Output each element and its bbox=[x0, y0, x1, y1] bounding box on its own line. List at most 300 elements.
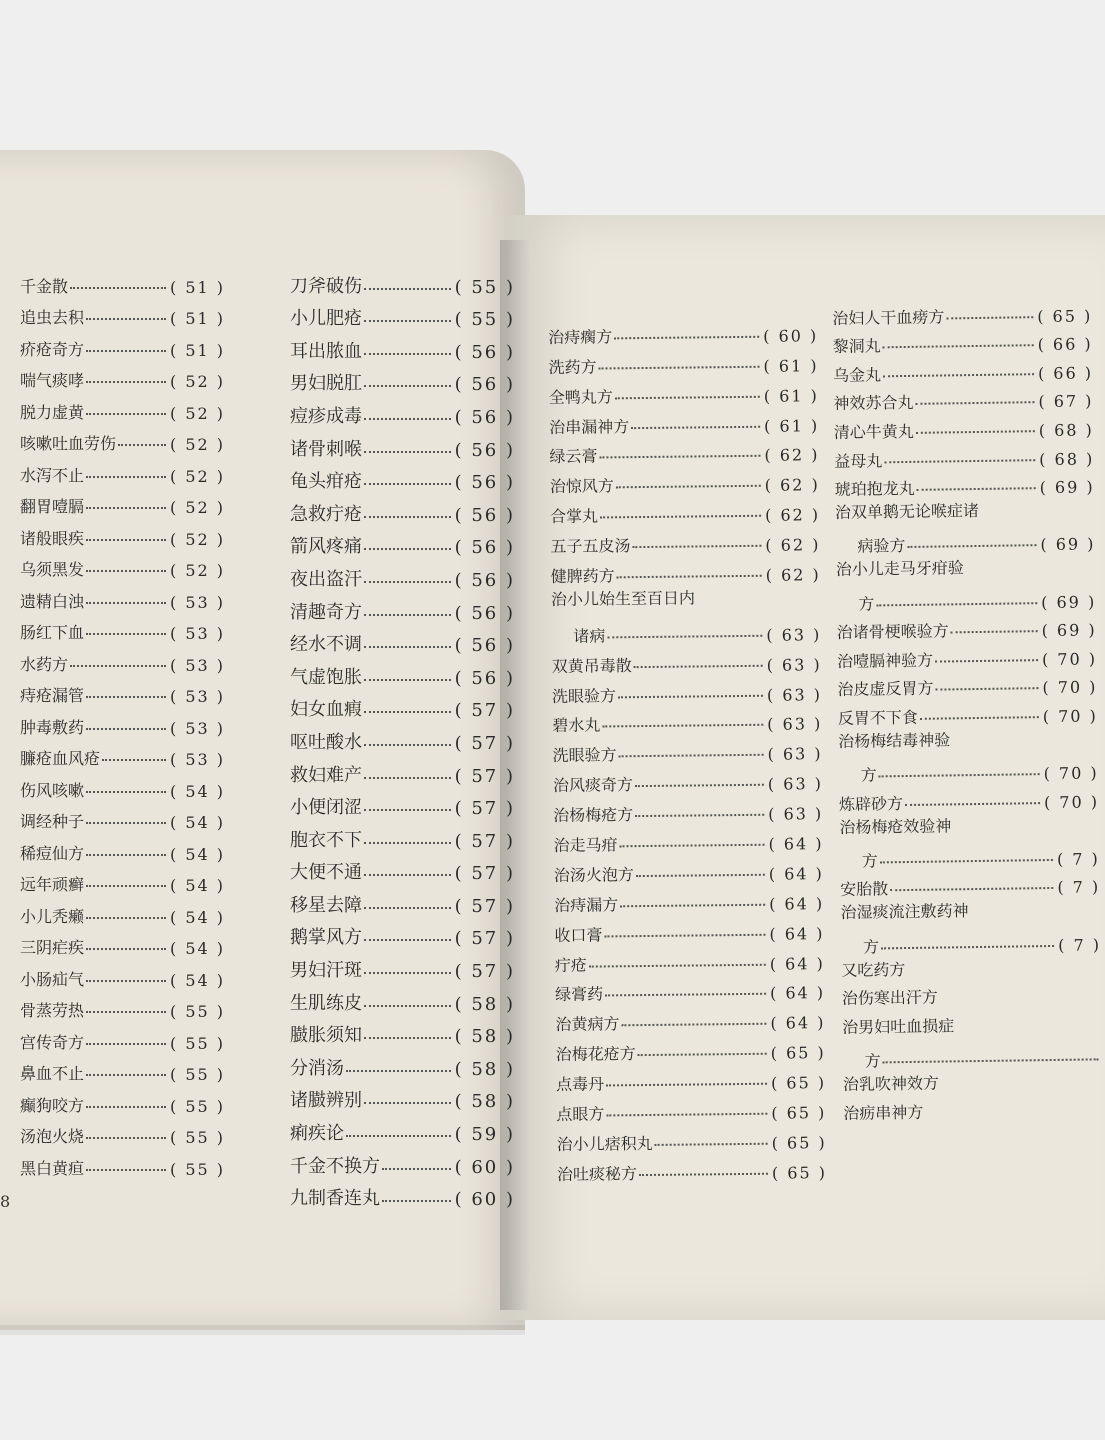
toc-entry bbox=[20, 769, 225, 801]
entry-page: ( 64 ) bbox=[769, 924, 824, 944]
dot-leader bbox=[86, 507, 166, 509]
entry-page: ( 7 ) bbox=[1058, 935, 1101, 955]
dot-leader bbox=[364, 548, 451, 550]
entry-page: ( 61 ) bbox=[764, 386, 819, 406]
toc-entry bbox=[550, 495, 820, 528]
entry-title: 方 bbox=[862, 937, 880, 957]
toc-entry bbox=[555, 943, 825, 976]
entry-title: 诸骨刺喉 bbox=[290, 438, 362, 460]
page-shadow bbox=[0, 1325, 525, 1335]
entry-title: 治杨梅疮效验神 bbox=[839, 816, 952, 837]
toc-entry bbox=[832, 296, 1092, 328]
entry-page: ( 68 ) bbox=[1039, 420, 1094, 440]
toc-entry bbox=[20, 1116, 225, 1148]
dot-leader bbox=[915, 402, 1034, 406]
dot-leader bbox=[86, 1043, 166, 1045]
toc-entry bbox=[20, 517, 225, 549]
entry-page: ( 58 ) bbox=[455, 1026, 515, 1047]
entry-title: 全鸭丸方 bbox=[548, 386, 613, 407]
dot-leader bbox=[881, 945, 1054, 949]
entry-page: ( 58 ) bbox=[455, 1059, 515, 1080]
entry-page: ( 60 ) bbox=[455, 1189, 515, 1210]
entry-page: ( 56 ) bbox=[455, 342, 515, 363]
entry-title: 双黄吊毒散 bbox=[551, 655, 632, 676]
entry-page: ( 70 ) bbox=[1043, 706, 1098, 726]
toc-entry bbox=[550, 465, 820, 498]
entry-page: ( 57 ) bbox=[455, 831, 515, 852]
entry-page: ( 62 ) bbox=[765, 505, 820, 525]
toc-entry bbox=[20, 328, 225, 360]
entry-page: ( 64 ) bbox=[769, 864, 824, 884]
entry-page: ( 64 ) bbox=[768, 834, 823, 854]
toc-entry bbox=[553, 823, 823, 856]
dot-leader bbox=[884, 459, 1035, 463]
dot-leader bbox=[634, 664, 763, 667]
entry-page: ( 57 ) bbox=[455, 896, 515, 917]
entry-page: ( 63 ) bbox=[768, 774, 823, 794]
entry-title: 治走马疳 bbox=[553, 835, 618, 856]
toc-entry bbox=[20, 864, 225, 896]
toc-entry bbox=[20, 549, 225, 581]
dot-leader bbox=[86, 1011, 166, 1013]
entry-page: ( 70 ) bbox=[1044, 792, 1099, 812]
toc-entry bbox=[290, 1015, 515, 1048]
dot-leader bbox=[86, 1169, 166, 1171]
entry-page: ( 56 ) bbox=[455, 374, 515, 395]
entry-title: 治伤寒出汗方 bbox=[841, 987, 938, 1009]
entry-title: 调经种子 bbox=[20, 812, 85, 831]
entry-page: ( 55 ) bbox=[455, 309, 515, 330]
toc-entry bbox=[554, 883, 824, 916]
toc-entry bbox=[839, 811, 1099, 843]
entry-page: ( 57 ) bbox=[455, 928, 515, 949]
entry-page: ( 53 ) bbox=[170, 656, 225, 675]
entry-title: 箭风疼痛 bbox=[290, 536, 362, 558]
dot-leader bbox=[606, 1113, 767, 1117]
dot-leader bbox=[70, 665, 166, 667]
entry-title: 益母丸 bbox=[834, 450, 883, 471]
entry-title: 治痔瘸方 bbox=[548, 327, 613, 347]
toc-entry bbox=[290, 721, 515, 754]
toc-entry bbox=[20, 927, 225, 959]
entry-page: ( 57 ) bbox=[455, 863, 515, 884]
toc-entry bbox=[290, 819, 515, 852]
toc-entry bbox=[290, 591, 515, 624]
entry-title: 小便闭涩 bbox=[290, 797, 362, 819]
toc-entry bbox=[833, 382, 1093, 414]
entry-title: 稀痘仙方 bbox=[20, 843, 85, 863]
entry-page: ( 52 ) bbox=[170, 561, 225, 580]
entry-title: 治噎膈神验方 bbox=[836, 650, 934, 671]
dot-leader bbox=[364, 353, 451, 355]
toc-entry bbox=[290, 526, 515, 559]
entry-title: 治杨梅结毒神验 bbox=[838, 730, 951, 751]
toc-column-4 bbox=[832, 296, 1104, 1129]
dot-leader bbox=[364, 679, 451, 681]
entry-page: ( 57 ) bbox=[455, 733, 515, 754]
toc-entry bbox=[290, 330, 515, 363]
dot-leader bbox=[86, 318, 166, 320]
toc-entry bbox=[20, 360, 225, 392]
entry-title: 宫传奇方 bbox=[20, 1032, 85, 1052]
entry-page: ( 57 ) bbox=[455, 798, 515, 819]
entry-page: ( 52 ) bbox=[170, 498, 225, 517]
entry-title: 又吃药方 bbox=[841, 959, 906, 980]
entry-title: 鼻血不止 bbox=[20, 1064, 85, 1083]
entry-title: 男妇脱肛 bbox=[290, 373, 362, 395]
entry-page: ( 70 ) bbox=[1042, 678, 1097, 698]
toc-entry bbox=[20, 832, 225, 864]
dot-leader bbox=[618, 694, 763, 698]
dot-leader bbox=[364, 483, 451, 485]
entry-title: 琥珀抱龙丸 bbox=[834, 479, 915, 500]
entry-page: ( 55 ) bbox=[170, 1128, 225, 1147]
toc-entry bbox=[552, 674, 822, 707]
dot-leader bbox=[86, 633, 166, 635]
entry-page: ( 56 ) bbox=[455, 570, 515, 591]
entry-title: 疥疮奇方 bbox=[20, 339, 85, 359]
toc-entry bbox=[20, 675, 225, 707]
entry-title: 分消汤 bbox=[290, 1057, 344, 1079]
entry-title: 龟头疳疮 bbox=[290, 471, 362, 493]
toc-entry bbox=[290, 461, 515, 494]
dot-leader bbox=[605, 993, 766, 997]
entry-page: ( 66 ) bbox=[1038, 363, 1093, 383]
dot-leader bbox=[364, 744, 451, 746]
entry-page: ( 69 ) bbox=[1040, 535, 1095, 555]
dot-leader bbox=[364, 711, 451, 713]
entry-title: 点毒丹 bbox=[555, 1074, 605, 1095]
toc-entry bbox=[838, 697, 1098, 729]
toc-entry bbox=[290, 754, 515, 787]
toc-entry bbox=[20, 895, 225, 927]
dot-leader bbox=[631, 425, 760, 428]
entry-page: ( 53 ) bbox=[170, 719, 225, 738]
entry-page: ( 63 ) bbox=[768, 804, 823, 824]
dot-leader bbox=[946, 316, 1033, 319]
entry-title: 治皮虚反胃方 bbox=[837, 678, 934, 700]
entry-title: 臁疮血风疮 bbox=[20, 749, 101, 768]
entry-title: 治惊风方 bbox=[549, 476, 614, 497]
entry-page: ( 63 ) bbox=[766, 625, 821, 645]
entry-title: 治小儿走马牙疳验 bbox=[835, 558, 964, 580]
entry-title: 治双单鹅无论喉症诸 bbox=[834, 501, 980, 523]
toc-entry bbox=[550, 524, 820, 557]
entry-page: ( 61 ) bbox=[763, 356, 818, 376]
entry-title: 黎洞丸 bbox=[832, 336, 881, 357]
entry-title: 乌金丸 bbox=[832, 365, 882, 385]
dot-leader bbox=[615, 395, 760, 399]
toc-entry bbox=[553, 764, 823, 797]
toc-entry bbox=[290, 428, 515, 461]
entry-page: ( 62 ) bbox=[764, 446, 819, 466]
entry-page: ( 51 ) bbox=[170, 341, 225, 360]
entry-title: 方 bbox=[860, 765, 877, 785]
entry-title: 病验方 bbox=[857, 536, 906, 557]
entry-page: ( 68 ) bbox=[1039, 449, 1094, 469]
entry-title: 方 bbox=[864, 1051, 881, 1071]
dot-leader bbox=[364, 614, 451, 616]
entry-page: ( 57 ) bbox=[455, 766, 515, 787]
entry-page: ( 55 ) bbox=[170, 1065, 225, 1084]
dot-leader bbox=[86, 1137, 166, 1139]
entry-title: 咳嗽吐血劳伤 bbox=[20, 434, 117, 453]
entry-page: ( 52 ) bbox=[170, 530, 225, 549]
entry-page: ( 53 ) bbox=[170, 750, 225, 769]
entry-title: 反胃不下食 bbox=[837, 707, 918, 728]
toc-entry bbox=[290, 298, 515, 331]
dot-leader bbox=[86, 696, 166, 698]
dot-leader bbox=[636, 874, 765, 877]
toc-entry bbox=[290, 852, 515, 885]
dot-leader bbox=[876, 602, 1037, 606]
toc-entry bbox=[20, 297, 225, 329]
dot-leader bbox=[86, 413, 166, 415]
toc-entry bbox=[554, 853, 824, 886]
entry-page: ( 63 ) bbox=[767, 655, 822, 675]
dot-leader bbox=[364, 646, 451, 648]
dot-leader bbox=[951, 630, 1038, 633]
toc-entry bbox=[551, 584, 821, 617]
entry-page: ( 65 ) bbox=[772, 1163, 827, 1183]
entry-title: 治男妇吐血损症 bbox=[842, 1016, 955, 1037]
dot-leader bbox=[364, 385, 451, 387]
toc-entry bbox=[20, 580, 225, 612]
toc-entry bbox=[290, 493, 515, 526]
entry-page: ( 53 ) bbox=[170, 593, 225, 612]
dot-leader bbox=[364, 1037, 451, 1039]
dot-leader bbox=[935, 659, 1038, 662]
entry-title: 痘疹成毒 bbox=[290, 405, 362, 427]
dot-leader bbox=[86, 728, 166, 730]
entry-title: 癫狗咬方 bbox=[20, 1095, 85, 1115]
toc-entry bbox=[833, 354, 1093, 386]
entry-title: 胞衣不下 bbox=[290, 829, 362, 851]
toc-entry bbox=[290, 689, 515, 722]
entry-page: ( 55 ) bbox=[170, 1034, 225, 1053]
dot-leader bbox=[890, 887, 1053, 891]
dot-leader bbox=[604, 933, 765, 937]
entry-title: 鹅掌风方 bbox=[290, 927, 362, 949]
entry-page: ( 52 ) bbox=[170, 435, 225, 454]
entry-title: 诸病 bbox=[573, 626, 606, 646]
entry-page: ( 62 ) bbox=[765, 535, 820, 555]
entry-title: 气虚饱胀 bbox=[290, 666, 362, 688]
toc-entry bbox=[839, 782, 1099, 814]
entry-title: 肿毒敷药 bbox=[20, 717, 85, 737]
entry-title: 合掌丸 bbox=[549, 506, 599, 527]
entry-page: ( 64 ) bbox=[770, 984, 825, 1004]
toc-entry bbox=[20, 738, 225, 770]
toc-entry bbox=[551, 554, 821, 587]
dot-leader bbox=[632, 545, 761, 548]
dot-leader bbox=[905, 802, 1040, 806]
dot-leader bbox=[86, 570, 166, 572]
toc-entry bbox=[290, 1178, 515, 1211]
toc-entry bbox=[20, 265, 225, 297]
entry-page: ( 53 ) bbox=[170, 687, 225, 706]
toc-entry bbox=[837, 639, 1097, 671]
toc-entry bbox=[20, 706, 225, 738]
entry-title: 清心牛黄丸 bbox=[833, 421, 914, 442]
dot-leader bbox=[86, 539, 166, 541]
entry-page: ( 63 ) bbox=[767, 715, 822, 735]
entry-title: 汤泡火烧 bbox=[20, 1127, 85, 1146]
dot-leader bbox=[599, 455, 760, 459]
entry-title: 喘气痰哮 bbox=[20, 371, 85, 390]
toc-entry bbox=[556, 1062, 826, 1095]
entry-page: ( 61 ) bbox=[764, 416, 819, 436]
dot-leader bbox=[86, 791, 166, 793]
toc-entry bbox=[834, 468, 1094, 500]
entry-title: 移星去障 bbox=[290, 894, 362, 916]
toc-entry bbox=[290, 395, 515, 428]
dot-leader bbox=[364, 418, 451, 420]
entry-page: ( 69 ) bbox=[1039, 478, 1094, 498]
toc-entry bbox=[842, 1040, 1102, 1072]
toc-entry bbox=[290, 949, 515, 982]
toc-entry bbox=[20, 1084, 225, 1116]
entry-page: ( 70 ) bbox=[1042, 649, 1097, 669]
entry-title: 治串漏神方 bbox=[549, 416, 630, 437]
entry-title: 大便不通 bbox=[290, 862, 362, 884]
entry-title: 治杨梅疮方 bbox=[553, 805, 634, 826]
toc-entry bbox=[832, 325, 1092, 357]
toc-entry bbox=[842, 983, 1102, 1015]
toc-entry bbox=[20, 801, 225, 833]
toc-entry bbox=[290, 1145, 515, 1178]
entry-title: 碧水丸 bbox=[552, 715, 601, 736]
dot-leader bbox=[617, 575, 762, 579]
entry-title: 五子五皮汤 bbox=[550, 536, 631, 557]
entry-title: 治痔漏方 bbox=[554, 895, 619, 915]
toc-entry bbox=[838, 754, 1098, 786]
entry-title: 治风痰奇方 bbox=[552, 775, 634, 796]
toc-entry bbox=[840, 840, 1100, 872]
toc-entry bbox=[290, 1080, 515, 1113]
entry-title: 骨蒸劳热 bbox=[20, 1001, 85, 1020]
dot-leader bbox=[86, 381, 166, 383]
entry-title: 洗眼验方 bbox=[551, 685, 617, 706]
entry-page: ( 62 ) bbox=[766, 565, 821, 585]
dot-leader bbox=[621, 1023, 766, 1027]
entry-title: 妇女血瘕 bbox=[290, 699, 362, 721]
entry-title: 乌须黑发 bbox=[20, 560, 85, 579]
entry-page: ( 54 ) bbox=[170, 813, 225, 832]
toc-entry bbox=[20, 643, 225, 675]
entry-page: ( 56 ) bbox=[455, 472, 515, 493]
toc-entry bbox=[290, 265, 515, 298]
dot-leader bbox=[635, 784, 764, 787]
dot-leader bbox=[879, 773, 1040, 777]
entry-page: ( 54 ) bbox=[170, 876, 225, 895]
entry-title: 黑白黄疸 bbox=[20, 1158, 85, 1178]
toc-entry bbox=[20, 958, 225, 990]
entry-title: 治黄病方 bbox=[555, 1014, 620, 1035]
toc-entry bbox=[554, 913, 824, 946]
entry-title: 治小儿痞积丸 bbox=[556, 1133, 653, 1154]
dot-leader bbox=[118, 444, 166, 446]
toc-entry bbox=[20, 612, 225, 644]
entry-title: 小肠疝气 bbox=[20, 969, 85, 989]
entry-page: ( 52 ) bbox=[170, 372, 225, 391]
toc-entry bbox=[20, 1147, 225, 1179]
dot-leader bbox=[614, 336, 759, 340]
dot-leader bbox=[883, 344, 1034, 348]
toc-entry bbox=[290, 1112, 515, 1145]
dot-leader bbox=[86, 854, 166, 856]
toc-entry bbox=[838, 725, 1098, 757]
dot-leader bbox=[364, 809, 451, 811]
dot-leader bbox=[917, 487, 1036, 491]
dot-leader bbox=[907, 545, 1036, 549]
toc-entry bbox=[840, 897, 1100, 929]
toc-entry bbox=[553, 793, 823, 826]
toc-entry bbox=[841, 925, 1101, 957]
toc-entry bbox=[290, 1047, 515, 1080]
toc-entry bbox=[835, 525, 1095, 557]
entry-page: ( 51 ) bbox=[170, 309, 225, 328]
entry-title: 绿膏药 bbox=[554, 984, 604, 1005]
entry-page: ( 54 ) bbox=[170, 939, 225, 958]
entry-page: ( 52 ) bbox=[170, 467, 225, 486]
dot-leader bbox=[364, 842, 451, 844]
dot-leader bbox=[589, 963, 766, 967]
entry-page: ( 60 ) bbox=[763, 326, 818, 346]
toc-entry bbox=[835, 497, 1095, 529]
entry-title: 三阴疟疾 bbox=[20, 938, 85, 957]
entry-page: ( 56 ) bbox=[455, 505, 515, 526]
dot-leader bbox=[600, 515, 761, 519]
toc-entry bbox=[549, 405, 819, 438]
entry-page: ( 69 ) bbox=[1041, 592, 1096, 612]
entry-title: 千金不换方 bbox=[290, 1155, 380, 1177]
toc-entry bbox=[555, 973, 825, 1006]
entry-title: 呕吐酸水 bbox=[290, 731, 362, 753]
toc-entry bbox=[290, 917, 515, 950]
toc-entry bbox=[843, 1097, 1103, 1129]
entry-title: 安胎散 bbox=[840, 879, 889, 900]
entry-title: 小儿秃癞 bbox=[20, 906, 85, 926]
dot-leader bbox=[382, 1200, 451, 1202]
dot-leader bbox=[620, 904, 765, 908]
entry-page: ( 51 ) bbox=[170, 278, 225, 297]
page-number: 8 bbox=[0, 1192, 11, 1211]
toc-entry bbox=[841, 954, 1101, 986]
entry-title: 治诸骨梗喉验方 bbox=[836, 621, 949, 643]
toc-entry bbox=[20, 990, 225, 1022]
entry-page: ( 64 ) bbox=[770, 1014, 825, 1034]
toc-entry bbox=[290, 624, 515, 657]
entry-page: ( 53 ) bbox=[170, 624, 225, 643]
dot-leader bbox=[880, 859, 1053, 863]
dot-leader bbox=[916, 430, 1035, 434]
entry-page: ( 54 ) bbox=[170, 782, 225, 801]
dot-leader bbox=[86, 948, 166, 950]
entry-title: 急救疔疮 bbox=[290, 503, 362, 525]
dot-leader bbox=[364, 288, 451, 290]
entry-page: ( 60 ) bbox=[455, 1157, 515, 1178]
entry-title: 小儿肥疮 bbox=[290, 308, 362, 330]
entry-title: 追虫去积 bbox=[20, 308, 85, 327]
dot-leader bbox=[102, 759, 166, 761]
toc-column-2 bbox=[290, 265, 515, 1210]
toc-entry bbox=[556, 1122, 826, 1155]
entry-page: ( 7 ) bbox=[1057, 849, 1100, 869]
entry-page: ( 57 ) bbox=[455, 700, 515, 721]
dot-leader bbox=[920, 716, 1039, 720]
toc-column-1 bbox=[20, 265, 225, 1179]
